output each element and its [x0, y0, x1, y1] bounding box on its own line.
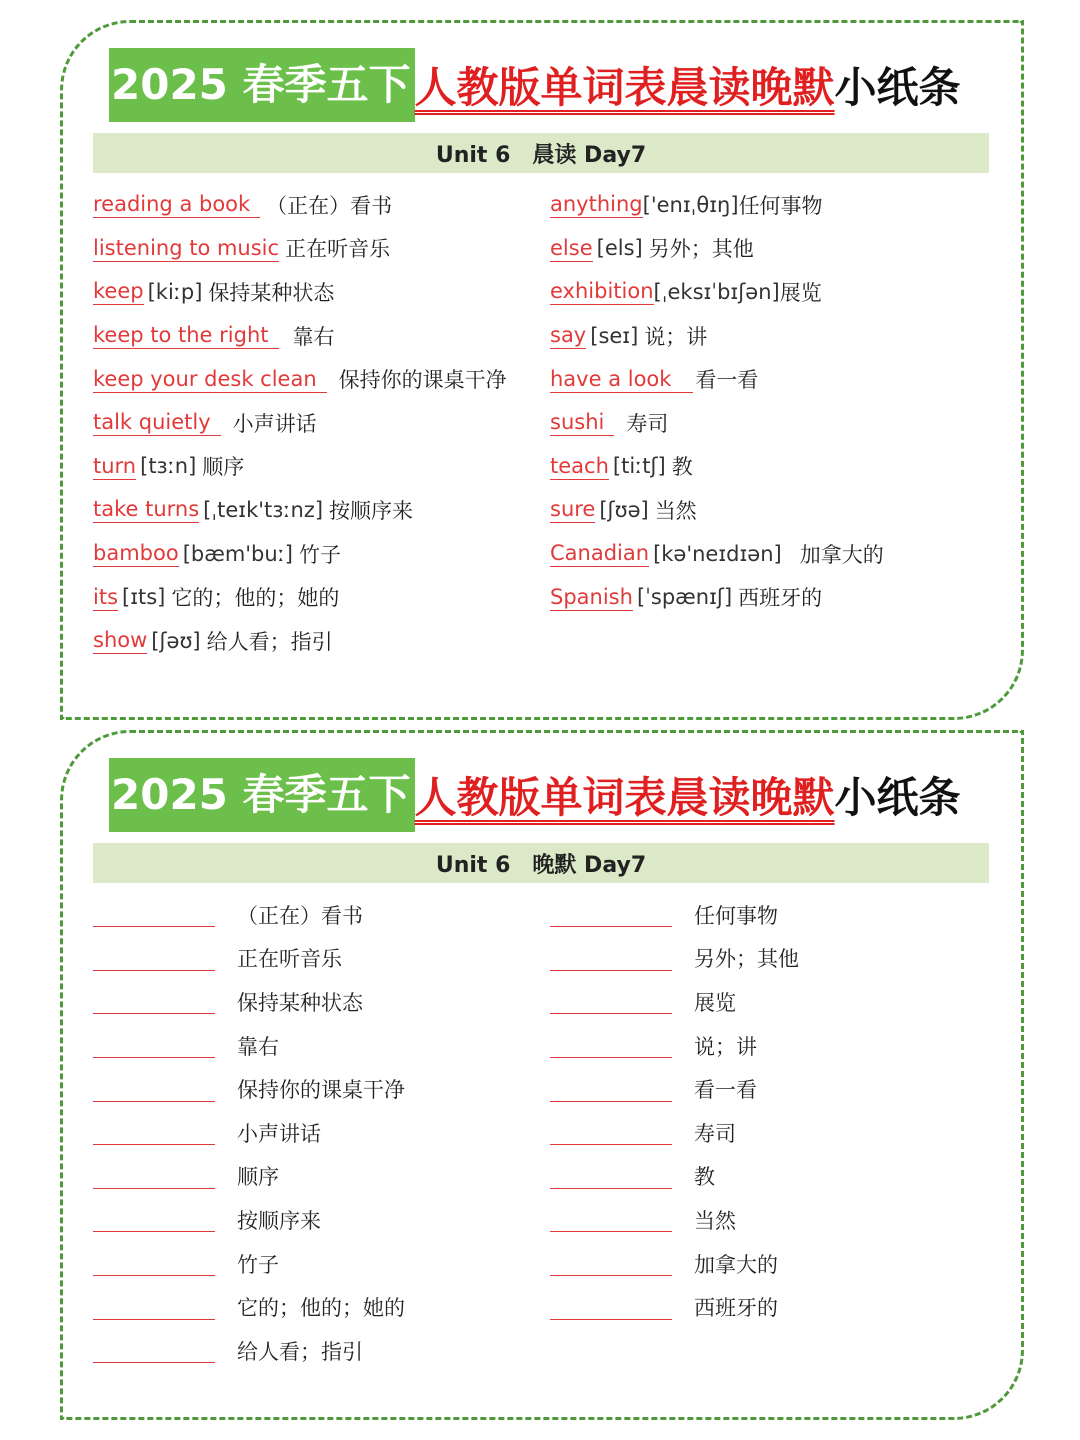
unit-header: Unit 6 晚默 Day7	[93, 843, 989, 883]
english-word: take turns	[93, 497, 200, 522]
chinese-prompt: 当然	[694, 1208, 736, 1233]
vocab-row	[93, 183, 533, 227]
vocab-row	[550, 227, 990, 271]
english-word: keep your desk clean	[93, 366, 327, 393]
english-word: Spanish	[550, 584, 633, 609]
chinese-prompt: 加拿大的	[694, 1252, 778, 1277]
chinese-meaning: 说；讲	[644, 324, 708, 349]
dictation-row	[93, 1111, 533, 1155]
english-word: exhibition	[550, 279, 654, 304]
answer-blank[interactable]	[550, 1295, 672, 1320]
chinese-meaning: 教	[671, 455, 693, 480]
dictation-row	[93, 1024, 533, 1068]
dictation-row	[550, 1285, 990, 1329]
dictation-row	[550, 937, 990, 981]
answer-blank[interactable]	[550, 1077, 672, 1102]
chinese-prompt: 正在听音乐	[237, 947, 342, 972]
dictation-row	[550, 1242, 990, 1286]
chinese-meaning: 加拿大的	[799, 542, 884, 567]
chinese-prompt: 竹子	[237, 1252, 279, 1277]
chinese-meaning: 寿司	[626, 411, 669, 436]
chinese-prompt: 它的；他的；她的	[237, 1296, 405, 1321]
answer-blank[interactable]	[93, 902, 215, 927]
phonetic: [ɪts]	[122, 585, 166, 610]
chinese-prompt: （正在）看书	[237, 903, 363, 928]
chinese-meaning: 保持某种状态	[208, 280, 335, 305]
chinese-prompt: 靠右	[237, 1034, 279, 1059]
chinese-meaning: 看一看	[695, 368, 759, 393]
dictation-column-right	[550, 893, 990, 1329]
dictation-row	[550, 893, 990, 937]
chinese-prompt: 任何事物	[694, 903, 778, 928]
answer-blank[interactable]	[93, 1338, 215, 1363]
morning-card	[60, 20, 1024, 720]
english-word: bamboo	[93, 541, 179, 566]
dictation-row	[93, 1329, 533, 1373]
answer-blank[interactable]	[550, 946, 672, 971]
vocab-row	[550, 575, 990, 619]
chinese-meaning: 另外；其他	[648, 237, 754, 262]
chinese-prompt: 保持你的课桌干净	[237, 1078, 405, 1103]
dictation-row	[550, 1111, 990, 1155]
vocab-column-right	[550, 183, 990, 619]
chinese-meaning: （正在）看书	[266, 193, 393, 218]
answer-blank[interactable]	[550, 1120, 672, 1145]
english-word: keep to the right	[93, 322, 279, 349]
phonetic: [bæm'buː]	[182, 541, 293, 566]
english-word: reading a book	[93, 191, 260, 218]
english-word: say	[550, 323, 587, 348]
title-main: 人教版单词表晨读晚默	[414, 773, 835, 822]
card-title	[109, 47, 961, 123]
chinese-prompt: 按顺序来	[237, 1208, 321, 1233]
answer-blank[interactable]	[93, 1207, 215, 1232]
vocab-row	[93, 401, 533, 445]
dictation-row	[550, 1198, 990, 1242]
vocab-row	[93, 227, 533, 271]
answer-blank[interactable]	[93, 1295, 215, 1320]
vocab-row	[550, 488, 990, 532]
answer-blank[interactable]	[550, 902, 672, 927]
title-suffix: 小纸条	[834, 63, 961, 112]
vocab-row	[93, 314, 533, 358]
chinese-meaning: 正在听音乐	[285, 237, 391, 262]
title-year-grade: 2025 春季五下	[109, 758, 415, 832]
dictation-row	[550, 980, 990, 1024]
dictation-row	[93, 937, 533, 981]
chinese-prompt: 顺序	[237, 1165, 279, 1190]
answer-blank[interactable]	[93, 1164, 215, 1189]
phonetic: [ˌteɪk'tɜːnz]	[203, 497, 324, 522]
vocab-row	[550, 445, 990, 489]
chinese-prompt: 给人看；指引	[237, 1339, 363, 1364]
phonetic: [tiːtʃ]	[612, 454, 666, 479]
vocab-row	[550, 270, 990, 314]
phonetic: [seɪ]	[590, 323, 639, 348]
answer-blank[interactable]	[550, 1251, 672, 1276]
answer-blank[interactable]	[93, 1120, 215, 1145]
dictation-row	[550, 1155, 990, 1199]
dictation-row	[93, 1198, 533, 1242]
vocab-row	[93, 619, 533, 663]
dictation-row	[93, 980, 533, 1024]
chinese-prompt: 保持某种状态	[237, 990, 363, 1015]
chinese-meaning: 保持你的课桌干净	[338, 368, 507, 393]
english-word: its	[93, 584, 119, 609]
dictation-row	[93, 1155, 533, 1199]
phonetic: [els]	[596, 236, 643, 261]
chinese-meaning: 当然	[654, 498, 697, 523]
english-word: listening to music	[93, 235, 280, 260]
vocab-row	[93, 488, 533, 532]
chinese-prompt: 寿司	[694, 1121, 736, 1146]
vocab-row	[550, 357, 990, 401]
chinese-meaning: 顺序	[202, 455, 245, 480]
phonetic: [kə'neɪdɪən]	[653, 541, 782, 566]
english-word: turn	[93, 453, 137, 478]
answer-blank[interactable]	[93, 1077, 215, 1102]
vocab-row	[550, 532, 990, 576]
vocab-row	[550, 183, 990, 227]
vocab-column-left	[93, 183, 533, 663]
english-word: Canadian	[550, 541, 650, 566]
dictation-row	[93, 1067, 533, 1111]
dictation-column-left	[93, 893, 533, 1373]
unit-header: Unit 6 晨读 Day7	[93, 133, 989, 173]
title-year-grade: 2025 春季五下	[109, 48, 415, 122]
answer-blank[interactable]	[93, 1251, 215, 1276]
vocab-row	[550, 314, 990, 358]
chinese-prompt: 展览	[694, 990, 736, 1015]
vocab-row	[93, 575, 533, 619]
chinese-meaning: 靠右	[292, 324, 335, 349]
english-word: keep	[93, 279, 144, 304]
phonetic: [ʃʊə]	[599, 497, 649, 522]
answer-blank[interactable]	[93, 946, 215, 971]
answer-blank[interactable]	[550, 989, 672, 1014]
chinese-prompt: 另外；其他	[694, 947, 799, 972]
dictation-row	[550, 1067, 990, 1111]
chinese-prompt: 说；讲	[694, 1034, 757, 1059]
answer-blank[interactable]	[93, 1033, 215, 1058]
answer-blank[interactable]	[93, 989, 215, 1014]
vocab-row	[93, 270, 533, 314]
chinese-meaning: 展览	[779, 280, 822, 305]
chinese-meaning: 任何事物	[738, 193, 823, 218]
dictation-row	[93, 1242, 533, 1286]
phonetic: [ʃəʊ]	[151, 628, 201, 653]
phonetic: ['enɪˌθɪŋ]	[642, 192, 739, 217]
dictation-row	[550, 1024, 990, 1068]
english-word: sure	[550, 497, 596, 522]
answer-blank[interactable]	[550, 1164, 672, 1189]
vocab-row	[93, 445, 533, 489]
title-suffix: 小纸条	[834, 773, 961, 822]
english-word: talk quietly	[93, 409, 221, 436]
card-title	[109, 757, 961, 833]
answer-blank[interactable]	[550, 1033, 672, 1058]
evening-card	[60, 730, 1024, 1420]
english-word: have a look	[550, 366, 693, 393]
dictation-row	[93, 893, 533, 937]
english-word: anything	[550, 192, 643, 217]
chinese-meaning: 按顺序来	[329, 498, 414, 523]
english-word: show	[93, 628, 148, 653]
title-main: 人教版单词表晨读晚默	[414, 63, 835, 112]
chinese-prompt: 西班牙的	[694, 1296, 778, 1321]
vocab-row	[550, 401, 990, 445]
chinese-prompt: 教	[694, 1165, 715, 1190]
chinese-meaning: 给人看；指引	[206, 629, 333, 654]
chinese-meaning: 西班牙的	[738, 586, 823, 611]
chinese-prompt: 小声讲话	[237, 1121, 321, 1146]
english-word: sushi	[550, 409, 614, 436]
vocab-row	[93, 532, 533, 576]
vocab-row	[93, 357, 533, 401]
english-word: teach	[550, 453, 609, 478]
english-word: else	[550, 235, 593, 260]
phonetic: [tɜːn]	[140, 454, 197, 479]
chinese-meaning: 它的；他的；她的	[171, 586, 340, 611]
chinese-prompt: 看一看	[694, 1078, 757, 1103]
answer-blank[interactable]	[550, 1207, 672, 1232]
dictation-row	[93, 1285, 533, 1329]
phonetic: [ˌeksɪˈbɪʃən]	[653, 279, 780, 304]
phonetic: [kiːp]	[147, 279, 203, 304]
chinese-meaning: 竹子	[298, 542, 341, 567]
chinese-meaning: 小声讲话	[232, 411, 317, 436]
phonetic: [ˈspænɪʃ]	[636, 585, 733, 610]
